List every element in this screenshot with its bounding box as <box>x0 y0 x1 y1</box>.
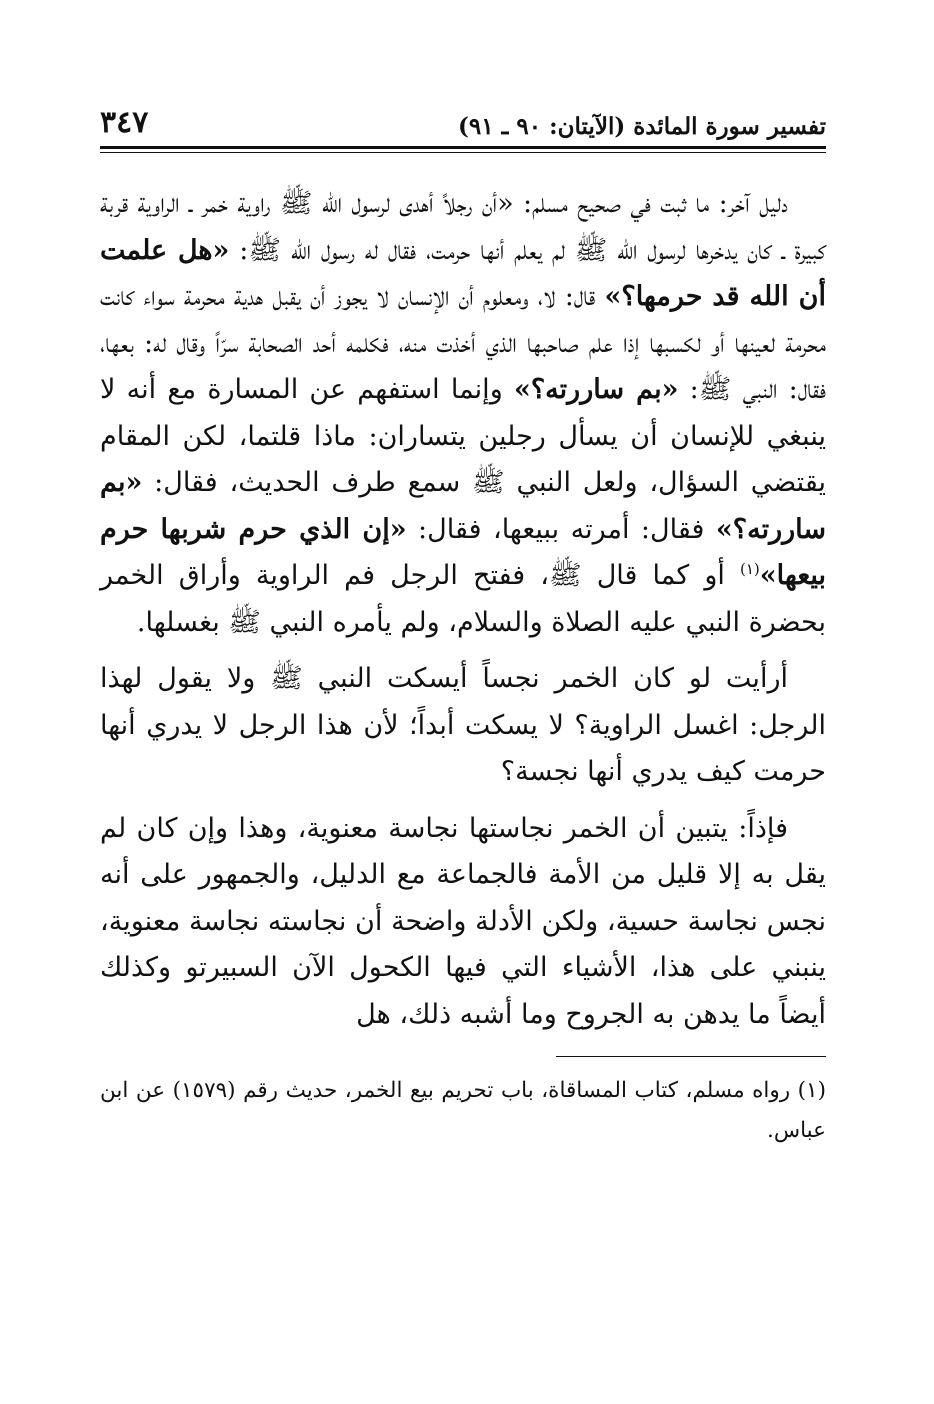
header-rule-thin <box>100 152 826 153</box>
hadith-quote: «بم ساررته؟» <box>513 374 679 405</box>
paragraph-text: دليل آخر: ما ثبت في صحيح مسلم: «أن رجلاً أهدى لرسول الله ﷺ راوية خمر ـ الراوية قربة كبيرة ـ كان يدخرها لرسول الله ﷺ لم يعلم أنها حرمت، فقال له رسول الله ﷺ: <box>100 188 826 266</box>
book-page <box>100 96 826 1364</box>
paragraph <box>100 656 826 796</box>
header-rule-thick <box>100 146 826 149</box>
page-header <box>100 96 826 140</box>
body-text <box>100 181 826 1038</box>
hadith-quote: «بم ساررته؟» <box>100 467 827 545</box>
paragraph-text: قال: لا، ومعلوم أن الإنسان لا يجوز أن يقبل هدية محرمة سواء كانت محرمة لعينها أو لكسبها إذا علم صاحبها الذي أخذت منه، فكلمه أحد الصحابة سرّاً وقال له: بعها، فقال: النبي ﷺ: <box>100 281 826 405</box>
paragraph-text: فإذاً: يتبين أن الخمر نجاستها نجاسة معنوية، وهذا وإن كان لم يقل به إلا قليل من الأمة فالجماعة مع الدليل، والجمهور على أنه نجس نجاسة حسية، ولكن الأدلة واضحة أن نجاسته نجاسة معنوية، ينبني على هذا، الأشياء التي فيها الكحول الآن السبيرتو وكذلك أيضاً ما يدهن به الجروح وما أشبه ذلك، هل <box>100 812 826 1030</box>
hadith-quote: «هل علمت أن الله قد حرمها؟» <box>100 234 826 312</box>
paragraph <box>100 806 826 1039</box>
paragraph-text: أرأيت لو كان الخمر نجساً أيسكت النبي ﷺ ولا يقول لهذا الرجل: اغسل الراوية؟ لا يسكت أبداً؛ لأن هذا الرجل لا يدري أنها حرمت كيف يدري أنها نجسة؟ <box>100 663 826 787</box>
running-title: تفسير سورة المائدة (الآيتان: ٩٠ ـ ٩١) <box>458 113 826 140</box>
footnote-text: (١) رواه مسلم، كتاب المساقاة، باب تحريم بيع الخمر، حديث رقم (١٥٧٩) عن ابن عباس. <box>100 1078 826 1143</box>
footnote <box>100 1071 826 1151</box>
paragraph-text: وإنما استفهم عن المسارة مع أنه لا ينبغي للإنسان أن يسأل رجلين يتساران: ماذا قلتما، لكن المقام يقتضي السؤال، ولعل النبي ﷺ سمع طرف الحديث، فقال: <box>100 374 826 498</box>
paragraph-text: أو كما قال ﷺ، ففتح الرجل فم الراوية وأراق الخمر بحضرة النبي عليه الصلاة والسلام، ولم يأمره النبي ﷺ بغسلها. <box>100 560 826 638</box>
hadith-quote: «إن الذي حرم شربها حرم بيعها» <box>100 513 826 591</box>
footnote-ref: (١) <box>739 560 760 578</box>
page-number: ٣٤٧ <box>100 105 149 140</box>
paragraph <box>100 181 826 646</box>
footnote-rule <box>556 1056 826 1057</box>
paragraph-text: فقال: أمرته ببيعها، فقال: <box>406 513 716 545</box>
